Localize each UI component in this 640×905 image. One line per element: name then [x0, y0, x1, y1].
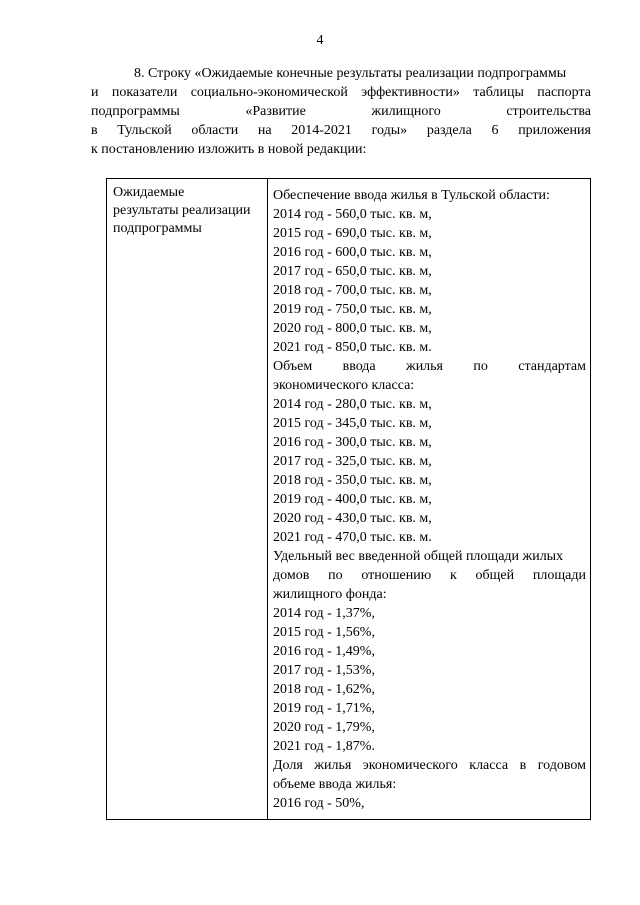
intro-word: подпрограммы — [91, 104, 180, 119]
list-item: 2016 год - 600,0 тыс. кв. м, — [273, 245, 432, 260]
section-title-cont — [273, 566, 586, 585]
section-title: Обеспечение ввода жилья в Тульской области: — [273, 188, 550, 203]
section-title: Удельный вес введенной общей площади жилых — [273, 549, 564, 564]
list-item: 2020 год - 800,0 тыс. кв. м, — [273, 321, 432, 336]
title-word: Объем — [273, 359, 313, 374]
intro-word: раздела — [426, 123, 472, 138]
label-line: результаты реализации — [113, 203, 251, 218]
intro-word: жилищного — [371, 104, 441, 119]
list-item: 2015 год - 345,0 тыс. кв. м, — [273, 416, 432, 431]
title-word: годовом — [537, 758, 586, 773]
list-item: 2021 год - 850,0 тыс. кв. м. — [273, 340, 432, 355]
passport-table — [106, 178, 591, 820]
list-item: 2015 год - 690,0 тыс. кв. м, — [273, 226, 432, 241]
intro-word: Тульской — [117, 123, 172, 138]
table-value-cell — [268, 179, 590, 819]
intro-word: показатели — [111, 85, 178, 100]
section-title-cont: экономического класса: — [273, 378, 415, 393]
intro-word: в — [91, 123, 98, 138]
title-word: жилья — [314, 758, 352, 773]
section-list — [273, 794, 586, 813]
label-line: Ожидаемые — [113, 185, 185, 200]
list-item: 2020 год - 430,0 тыс. кв. м, — [273, 511, 432, 526]
list-item: 2017 год - 650,0 тыс. кв. м, — [273, 264, 432, 279]
list-item: 2018 год - 1,62%, — [273, 682, 375, 697]
intro-line-3 — [91, 102, 591, 121]
list-item: 2019 год - 400,0 тыс. кв. м, — [273, 492, 432, 507]
intro-word: 6 — [491, 123, 499, 138]
section-list — [273, 604, 586, 756]
title-word: к — [449, 568, 457, 583]
section-title-cont: жилищного фонда: — [273, 587, 387, 602]
label-line: подпрограммы — [113, 221, 202, 236]
intro-word: паспорта — [537, 85, 591, 100]
section-title — [273, 357, 586, 376]
title-word: по — [473, 359, 488, 374]
title-word: в — [519, 758, 527, 773]
intro-word: строительства — [506, 104, 591, 119]
intro-word: социально-экономической — [190, 85, 348, 100]
list-item: 2021 год - 1,87%. — [273, 739, 375, 754]
intro-word: на — [257, 123, 272, 138]
title-word: стандартам — [518, 359, 586, 374]
intro-line-1: 8. Строку «Ожидаемые конечные результаты реализации подпрограммы — [134, 66, 567, 81]
list-item: 2018 год - 350,0 тыс. кв. м, — [273, 473, 432, 488]
title-word: домов — [273, 568, 310, 583]
title-word: Доля — [273, 758, 303, 773]
title-word: класса — [469, 758, 509, 773]
intro-word: области — [191, 123, 239, 138]
title-word: отношению — [361, 568, 432, 583]
table-label-cell — [107, 179, 268, 819]
intro-word: «Развитие — [245, 104, 306, 119]
title-word: общей — [475, 568, 515, 583]
title-word: площади — [532, 568, 586, 583]
list-item: 2016 год - 300,0 тыс. кв. м, — [273, 435, 432, 450]
intro-line-4 — [91, 121, 591, 140]
section-title-cont: объеме ввода жилья: — [273, 777, 397, 792]
intro-word: приложения — [518, 123, 591, 138]
list-item: 2014 год - 1,37%, — [273, 606, 375, 621]
list-item: 2017 год - 325,0 тыс. кв. м, — [273, 454, 432, 469]
list-item: 2021 год - 470,0 тыс. кв. м. — [273, 530, 432, 545]
intro-word: годы» — [371, 123, 408, 138]
title-word: по — [328, 568, 343, 583]
list-item: 2019 год - 750,0 тыс. кв. м, — [273, 302, 432, 317]
list-item: 2015 год - 1,56%, — [273, 625, 375, 640]
intro-word: таблицы — [473, 85, 524, 100]
list-item: 2018 год - 700,0 тыс. кв. м, — [273, 283, 432, 298]
list-item: 2019 год - 1,71%, — [273, 701, 375, 716]
section-title — [273, 756, 586, 775]
intro-line-5: к постановлению изложить в новой редакции: — [91, 142, 367, 157]
page-number: 4 — [316, 33, 324, 48]
list-item: 2016 год - 50%, — [273, 796, 365, 811]
intro-word: 2014-2021 — [291, 123, 352, 138]
section-list — [273, 395, 586, 547]
list-item: 2014 год - 560,0 тыс. кв. м, — [273, 207, 432, 222]
intro-line-2 — [91, 83, 591, 102]
title-word: экономического — [362, 758, 458, 773]
intro-paragraph — [91, 64, 591, 159]
intro-word: эффективности» — [361, 85, 460, 100]
list-item: 2020 год - 1,79%, — [273, 720, 375, 735]
intro-word: и — [91, 85, 99, 100]
title-word: ввода — [342, 359, 376, 374]
list-item: 2014 год - 280,0 тыс. кв. м, — [273, 397, 432, 412]
list-item: 2016 год - 1,49%, — [273, 644, 375, 659]
title-word: жилья — [406, 359, 443, 374]
section-list — [273, 205, 586, 357]
list-item: 2017 год - 1,53%, — [273, 663, 375, 678]
